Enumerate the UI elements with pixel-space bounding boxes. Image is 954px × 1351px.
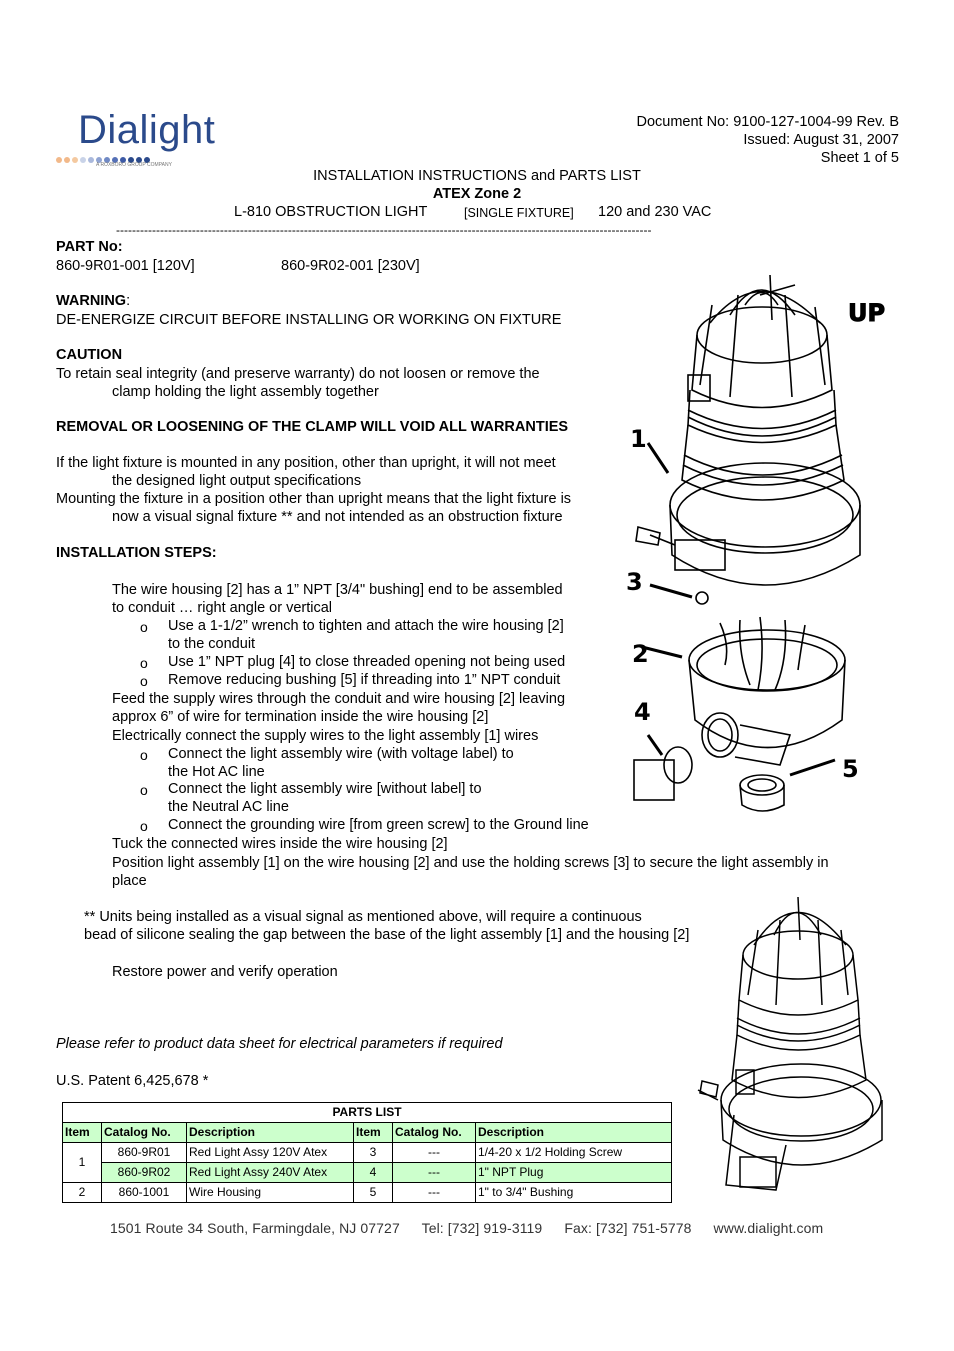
- callout-5: 5: [842, 755, 859, 783]
- fixture-type: [SINGLE FIXTURE]: [464, 206, 574, 220]
- parts-list-table: [62, 1102, 672, 1203]
- cell-item: 3: [354, 1143, 393, 1163]
- table-row: [63, 1183, 672, 1203]
- callout-2: 2: [632, 640, 649, 668]
- cell-description: 1/4-20 x 1/2 Holding Screw: [476, 1143, 672, 1163]
- cell-catalog: ---: [393, 1143, 476, 1163]
- callout-1: 1: [630, 425, 647, 453]
- cell-catalog: 860-1001: [102, 1183, 187, 1203]
- cell-description: Red Light Assy 120V Atex: [187, 1143, 354, 1163]
- silicone-note-1: ** Units being installed as a visual signal as mentioned above, will require a continuous: [84, 909, 642, 925]
- col-header-catalog: Catalog No.: [393, 1123, 476, 1143]
- company-logo: [56, 108, 236, 170]
- footer-phone: Tel: [732] 919-3119: [421, 1220, 543, 1236]
- logo-dot: [64, 157, 70, 163]
- col-header-item: Item: [63, 1123, 102, 1143]
- silicone-note-2: bead of silicone sealing the gap between the base of the light assembly [1] and the housing [2]: [84, 927, 690, 943]
- caution-text-1: To retain seal integrity (and preserve warranty) do not loosen or remove the: [56, 366, 540, 382]
- step-5-line-1: Position light assembly [1] on the wire housing [2] and use the holding screws [3] to secure the light assembly in: [112, 855, 829, 871]
- step-3-bullet-3: Connect the grounding wire [from green screw] to the Ground line: [168, 817, 589, 833]
- footer-website[interactable]: www.dialight.com: [713, 1220, 824, 1236]
- cell-catalog: 860-9R01: [102, 1143, 187, 1163]
- step-3-bullet-2-line-1: Connect the light assembly wire [without label] to: [168, 781, 482, 797]
- cell-item: 2: [63, 1183, 102, 1203]
- issued-date: Issued: August 31, 2007: [743, 132, 899, 148]
- step-1-line-1: The wire housing [2] has a 1” NPT [3/4" bushing] end to be assembled: [112, 582, 563, 598]
- bullet: o: [140, 818, 148, 834]
- warning-heading: [56, 292, 130, 310]
- document-number: Document No: 9100-127-1004-99 Rev. B: [636, 114, 899, 130]
- part-no-label: PART No:: [56, 239, 123, 255]
- bullet: o: [140, 747, 148, 763]
- col-header-description: Description: [187, 1123, 354, 1143]
- step-2-line-1: Feed the supply wires through the conduit and wire housing [2] leaving: [112, 691, 566, 707]
- part-no-230v: 860-9R02-001 [230V]: [281, 258, 420, 274]
- cell-description: Wire Housing: [187, 1183, 354, 1203]
- step-1-bullet-1-line-2: to the conduit: [168, 636, 256, 652]
- cell-catalog: ---: [393, 1163, 476, 1183]
- bullet: o: [140, 655, 148, 671]
- step-3-bullet-1-line-1: Connect the light assembly wire (with voltage label) to: [168, 746, 514, 762]
- caution-label: CAUTION: [56, 347, 123, 363]
- installation-steps-label: INSTALLATION STEPS:: [56, 545, 217, 561]
- step-4: Tuck the connected wires inside the wire housing [2]: [112, 836, 448, 852]
- cell-item: 1: [63, 1143, 102, 1183]
- bullet: o: [140, 673, 148, 689]
- header-rule: --------------------------------------------------------------------------------------------------------------------------------------: [116, 223, 652, 237]
- step-1-bullet-1-line-1: Use a 1-1/2” wrench to tighten and attach the wire housing [2]: [168, 618, 564, 634]
- bullet: o: [140, 619, 148, 635]
- col-header-catalog: Catalog No.: [102, 1123, 187, 1143]
- restore-power: Restore power and verify operation: [112, 964, 338, 980]
- footer-address: 1501 Route 34 South, Farmingdale, NJ 07727: [110, 1220, 400, 1236]
- data-sheet-note: Please refer to product data sheet for electrical parameters if required: [56, 1036, 503, 1052]
- step-2-line-2: approx 6” of wire for termination inside the wire housing [2]: [112, 709, 489, 725]
- callout-3: 3: [626, 568, 643, 596]
- product-name: L-810 OBSTRUCTION LIGHT: [234, 204, 428, 220]
- step-1-bullet-3: Remove reducing bushing [5] if threading into 1” NPT conduit: [168, 672, 561, 688]
- warning-text: DE-ENERGIZE CIRCUIT BEFORE INSTALLING OR WORKING ON FIXTURE: [56, 312, 562, 328]
- step-3-bullet-2-line-2: the Neutral AC line: [168, 799, 289, 815]
- caution-text-2: clamp holding the light assembly together: [112, 384, 379, 400]
- up-label: UP: [848, 299, 886, 327]
- step-1-bullet-2: Use 1” NPT plug [4] to close threaded opening not being used: [168, 654, 566, 670]
- mounting-text-3: Mounting the fixture in a position other than upright means that the light fixture is: [56, 491, 572, 507]
- assembled-fixture-image: [696, 885, 892, 1195]
- col-header-description: Description: [476, 1123, 672, 1143]
- logo-dot: [72, 157, 78, 163]
- doc-subtitle: ATEX Zone 2: [432, 186, 522, 202]
- logo-dot: [88, 157, 94, 163]
- cell-item: 5: [354, 1183, 393, 1203]
- warranty-notice: REMOVAL OR LOOSENING OF THE CLAMP WILL VOID ALL WARRANTIES: [56, 419, 569, 435]
- cell-catalog: ---: [393, 1183, 476, 1203]
- parts-list-title: PARTS LIST: [63, 1103, 672, 1123]
- doc-title: INSTALLATION INSTRUCTIONS and PARTS LIST: [313, 168, 641, 184]
- col-header-item: Item: [354, 1123, 393, 1143]
- page-footer: [110, 1220, 870, 1236]
- step-5-line-2: place: [112, 873, 147, 889]
- footer-fax: Fax: [732] 751-5778: [564, 1220, 692, 1236]
- sheet-number: Sheet 1 of 5: [820, 150, 899, 166]
- step-3-bullet-1-line-2: the Hot AC line: [168, 764, 265, 780]
- cell-description: Red Light Assy 240V Atex: [187, 1163, 354, 1183]
- warning-label: WARNING: [56, 293, 127, 309]
- mounting-text-1: If the light fixture is mounted in any position, other than upright, it will not meet: [56, 455, 556, 471]
- callout-4: 4: [634, 698, 651, 726]
- patent-number: U.S. Patent 6,425,678 *: [56, 1073, 209, 1089]
- table-row: [63, 1143, 672, 1163]
- cell-catalog: 860-9R02: [102, 1163, 187, 1183]
- logo-wordmark: Dialight: [78, 108, 216, 152]
- mounting-text-2: the designed light output specifications: [112, 473, 362, 489]
- exploded-fixture-diagram: [620, 265, 900, 825]
- voltage-range: 120 and 230 VAC: [598, 204, 712, 220]
- bullet: o: [140, 782, 148, 798]
- part-no-120v: 860-9R01-001 [120V]: [56, 258, 195, 274]
- warning-colon: :: [126, 293, 131, 309]
- cell-description: 1" NPT Plug: [476, 1163, 672, 1183]
- table-row: [63, 1163, 672, 1183]
- cell-description: 1" to 3/4" Bushing: [476, 1183, 672, 1203]
- step-1-line-2: to conduit … right angle or vertical: [112, 600, 333, 616]
- step-3: Electrically connect the supply wires to the light assembly [1] wires: [112, 728, 539, 744]
- logo-dot: [80, 157, 86, 163]
- logo-dot: [56, 157, 62, 163]
- logo-tagline: A ROXBORO GROUP COMPANY: [96, 162, 172, 168]
- mounting-text-4: now a visual signal fixture ** and not intended as an obstruction fixture: [112, 509, 563, 525]
- cell-item: 4: [354, 1163, 393, 1183]
